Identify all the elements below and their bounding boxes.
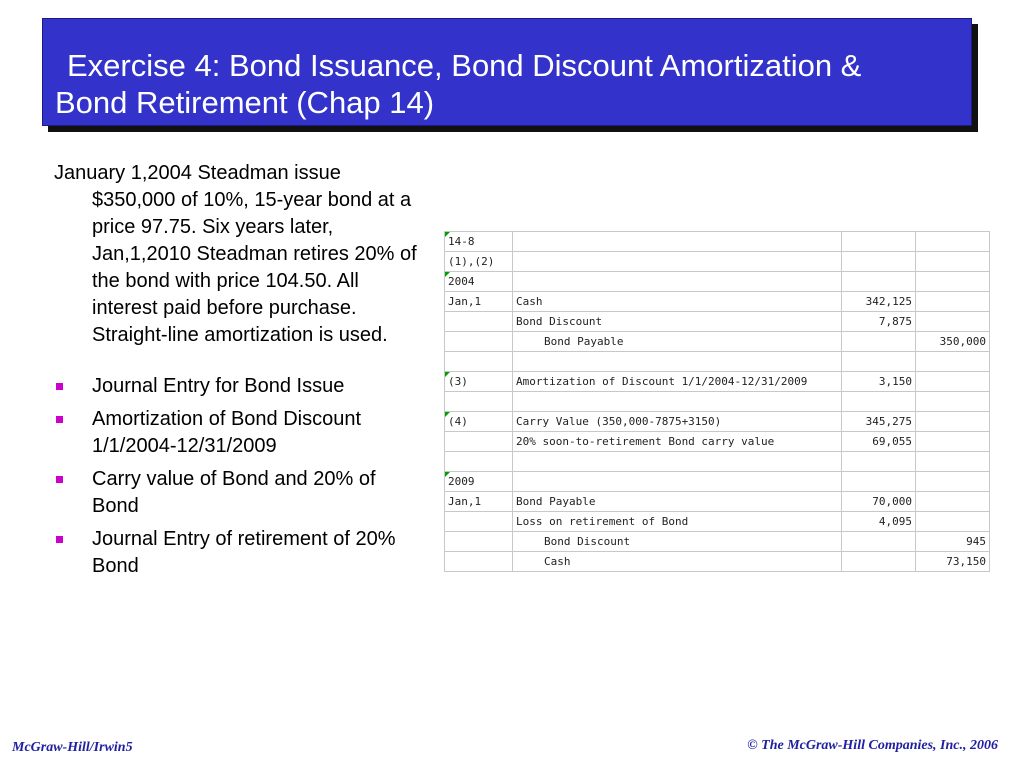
table-cell: [513, 352, 842, 372]
table-cell: [445, 452, 513, 472]
table-cell: [842, 252, 916, 272]
table-cell: Carry Value (350,000-7875+3150): [513, 412, 842, 432]
table-row: [445, 532, 990, 552]
task-list: [54, 373, 424, 580]
table-cell: [916, 452, 990, 472]
square-bullet-icon: [56, 476, 63, 483]
square-bullet-icon: [56, 416, 63, 423]
comment-marker-icon: [445, 412, 450, 417]
table-cell: [445, 432, 513, 452]
table-cell: 945: [916, 532, 990, 552]
table-row: [445, 452, 990, 472]
comment-marker-icon: [445, 372, 450, 377]
footer-copyright: © The McGraw-Hill Companies, Inc., 2006: [747, 738, 998, 753]
table-cell: [916, 272, 990, 292]
table-row: [445, 232, 990, 252]
slide-title-line-2: Bond Retirement (Chap 14): [55, 85, 435, 120]
table-cell: 350,000: [916, 332, 990, 352]
table-cell: [842, 532, 916, 552]
table-cell: [445, 352, 513, 372]
table-cell: [842, 552, 916, 572]
table-cell: [445, 392, 513, 412]
table-row: [445, 552, 990, 572]
table-cell: [842, 352, 916, 372]
table-cell: [916, 392, 990, 412]
comment-marker-icon: [445, 272, 450, 277]
table-cell: (1),(2): [445, 252, 513, 272]
table-cell: [445, 312, 513, 332]
table-cell: Bond Discount: [513, 312, 842, 332]
table-cell: [916, 252, 990, 272]
table-row: [445, 292, 990, 312]
table-cell: 4,095: [842, 512, 916, 532]
task-text: Amortization of Bond Discount 1/1/2004-12/31/2009: [92, 408, 362, 457]
table-cell: 70,000: [842, 492, 916, 512]
square-bullet-icon: [56, 383, 63, 390]
table-cell: [916, 372, 990, 392]
table-cell: (4): [445, 412, 513, 432]
comment-marker-icon: [445, 232, 450, 237]
table-cell: [916, 232, 990, 252]
table-cell: [916, 312, 990, 332]
table-row: [445, 352, 990, 372]
table-cell: 73,150: [916, 552, 990, 572]
table-row: [445, 512, 990, 532]
table-row: [445, 252, 990, 272]
table-row: [445, 332, 990, 352]
journal-table: [444, 231, 990, 572]
problem-description: January 1,2004 Steadman issue $350,000 of 10%, 15-year bond at a price 97.75. Six years later, Jan,1,2010 Steadman retires 20% of the bond with price 104.50. All interest paid before purchase. Straight-line amortization is used.: [54, 162, 417, 346]
table-cell: Amortization of Discount 1/1/2004-12/31/2009: [513, 372, 842, 392]
table-cell: Bond Payable: [513, 332, 842, 352]
table-cell: 14-8: [445, 232, 513, 252]
comment-marker-icon: [445, 472, 450, 477]
table-row: [445, 472, 990, 492]
table-cell: 345,275: [842, 412, 916, 432]
table-cell: [513, 392, 842, 412]
task-text: Journal Entry of retirement of 20% Bond: [92, 528, 396, 577]
table-row: [445, 392, 990, 412]
table-cell: [513, 232, 842, 252]
table-cell: [513, 472, 842, 492]
table-row: [445, 312, 990, 332]
slide-title-line-1: Exercise 4: Bond Issuance, Bond Discount Amortization &: [67, 48, 862, 83]
task-item: [54, 373, 424, 400]
table-cell: [445, 532, 513, 552]
table-cell: [916, 512, 990, 532]
table-cell: [916, 432, 990, 452]
footer-publisher: McGraw-Hill/Irwin5: [12, 740, 133, 755]
table-cell: 7,875: [842, 312, 916, 332]
table-cell: Bond Payable: [513, 492, 842, 512]
table-cell: [916, 352, 990, 372]
table-cell: [916, 492, 990, 512]
table-cell: [842, 392, 916, 412]
table-cell: [842, 472, 916, 492]
table-cell: 3,150: [842, 372, 916, 392]
square-bullet-icon: [56, 536, 63, 543]
table-cell: [842, 332, 916, 352]
table-cell: [445, 552, 513, 572]
table-cell: [445, 332, 513, 352]
table-cell: 2004: [445, 272, 513, 292]
table-cell: [513, 252, 842, 272]
table-cell: 342,125: [842, 292, 916, 312]
table-cell: 69,055: [842, 432, 916, 452]
table-cell: Bond Discount: [513, 532, 842, 552]
task-text: Carry value of Bond and 20% of Bond: [92, 468, 376, 517]
table-cell: [842, 452, 916, 472]
task-item: [54, 466, 424, 520]
table-row: [445, 432, 990, 452]
task-text: Journal Entry for Bond Issue: [92, 375, 345, 397]
table-cell: [842, 232, 916, 252]
table-cell: [513, 452, 842, 472]
table-cell: 2009: [445, 472, 513, 492]
table-cell: [842, 272, 916, 292]
table-cell: 20% soon-to-retirement Bond carry value: [513, 432, 842, 452]
table-row: [445, 272, 990, 292]
slide-title: [42, 18, 972, 126]
table-row: [445, 372, 990, 392]
table-cell: [445, 512, 513, 532]
task-item: [54, 406, 424, 460]
table-cell: [916, 292, 990, 312]
task-item: [54, 526, 424, 580]
table-row: [445, 492, 990, 512]
table-cell: Jan,1: [445, 292, 513, 312]
table-cell: [513, 272, 842, 292]
table-cell: Cash: [513, 292, 842, 312]
table-cell: [916, 472, 990, 492]
table-cell: (3): [445, 372, 513, 392]
table-row: [445, 412, 990, 432]
slide-body: [54, 160, 424, 586]
table-cell: Loss on retirement of Bond: [513, 512, 842, 532]
table-cell: [916, 412, 990, 432]
table-cell: Cash: [513, 552, 842, 572]
table-cell: Jan,1: [445, 492, 513, 512]
